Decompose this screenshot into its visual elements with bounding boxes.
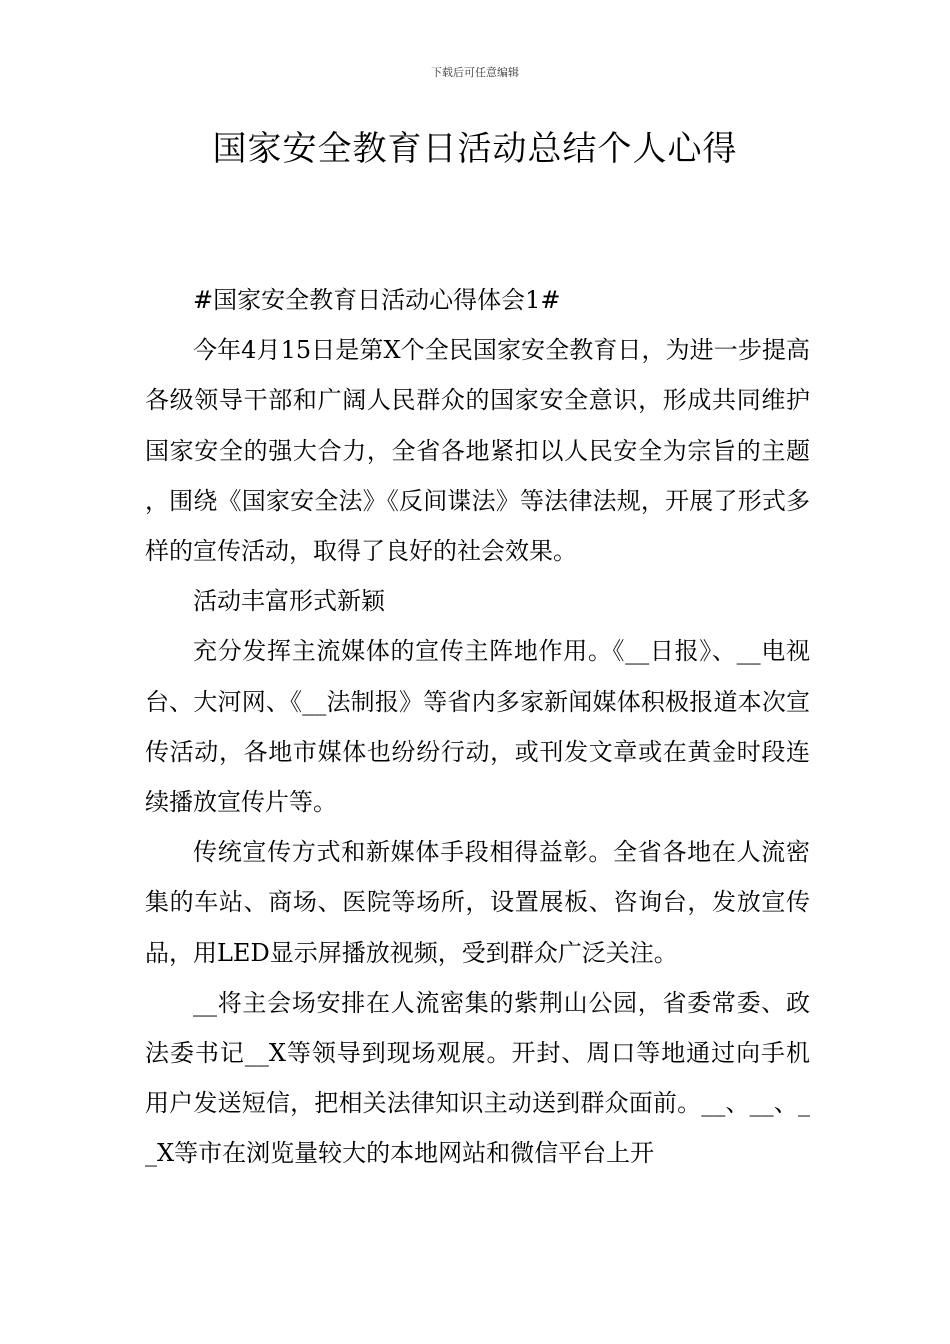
paragraph-intro: 今年4月15日是第X个全民国家安全教育日，为进一步提高各级领导干部和广阔人民群众的国家安全意识，形成共同维护国家安全的强大合力，全省各地紧扣以人民安全为宗旨的主题，围绕《国家安全法》《反间谍法》等法律法规，开展了形式多样的宣传活动，取得了良好的社会效果。 [145,336,810,566]
document-title: 国家安全教育日活动总结个人心得 [212,129,738,169]
paragraph-main-venue: __将主会场安排在人流密集的紫荆山公园，省委常委、政法委书记__X等领导到现场观展。开封、周口等地通过向手机用户发送短信，把相关法律知识主动送到群众面前。__、__、__X等市在浏览量较大的本地网站和微信平台上开 [145,988,810,1168]
paragraph-media: 充分发挥主流媒体的宣传主阵地作用。《__日报》、__电视台、大河网、《__法制报》等省内多家新闻媒体积极报道本次宣传活动，各地市媒体也纷纷行动，或刊发文章或在黄金时段连续播放宣传片等。 [145,637,810,817]
paragraph-traditional: 传统宣传方式和新媒体手段相得益彰。全省各地在人流密集的车站、商场、医院等场所，设置展板、咨询台，发放宣传品，用LED显示屏播放视频，受到群众广泛关注。 [145,838,810,967]
paragraph-subtitle: #国家安全教育日活动心得体会1# [193,286,561,314]
paragraph-section-heading: 活动丰富形式新颖 [193,587,385,616]
document-body [145,275,810,1179]
header-note: 下载后可任意编辑 [431,66,519,79]
